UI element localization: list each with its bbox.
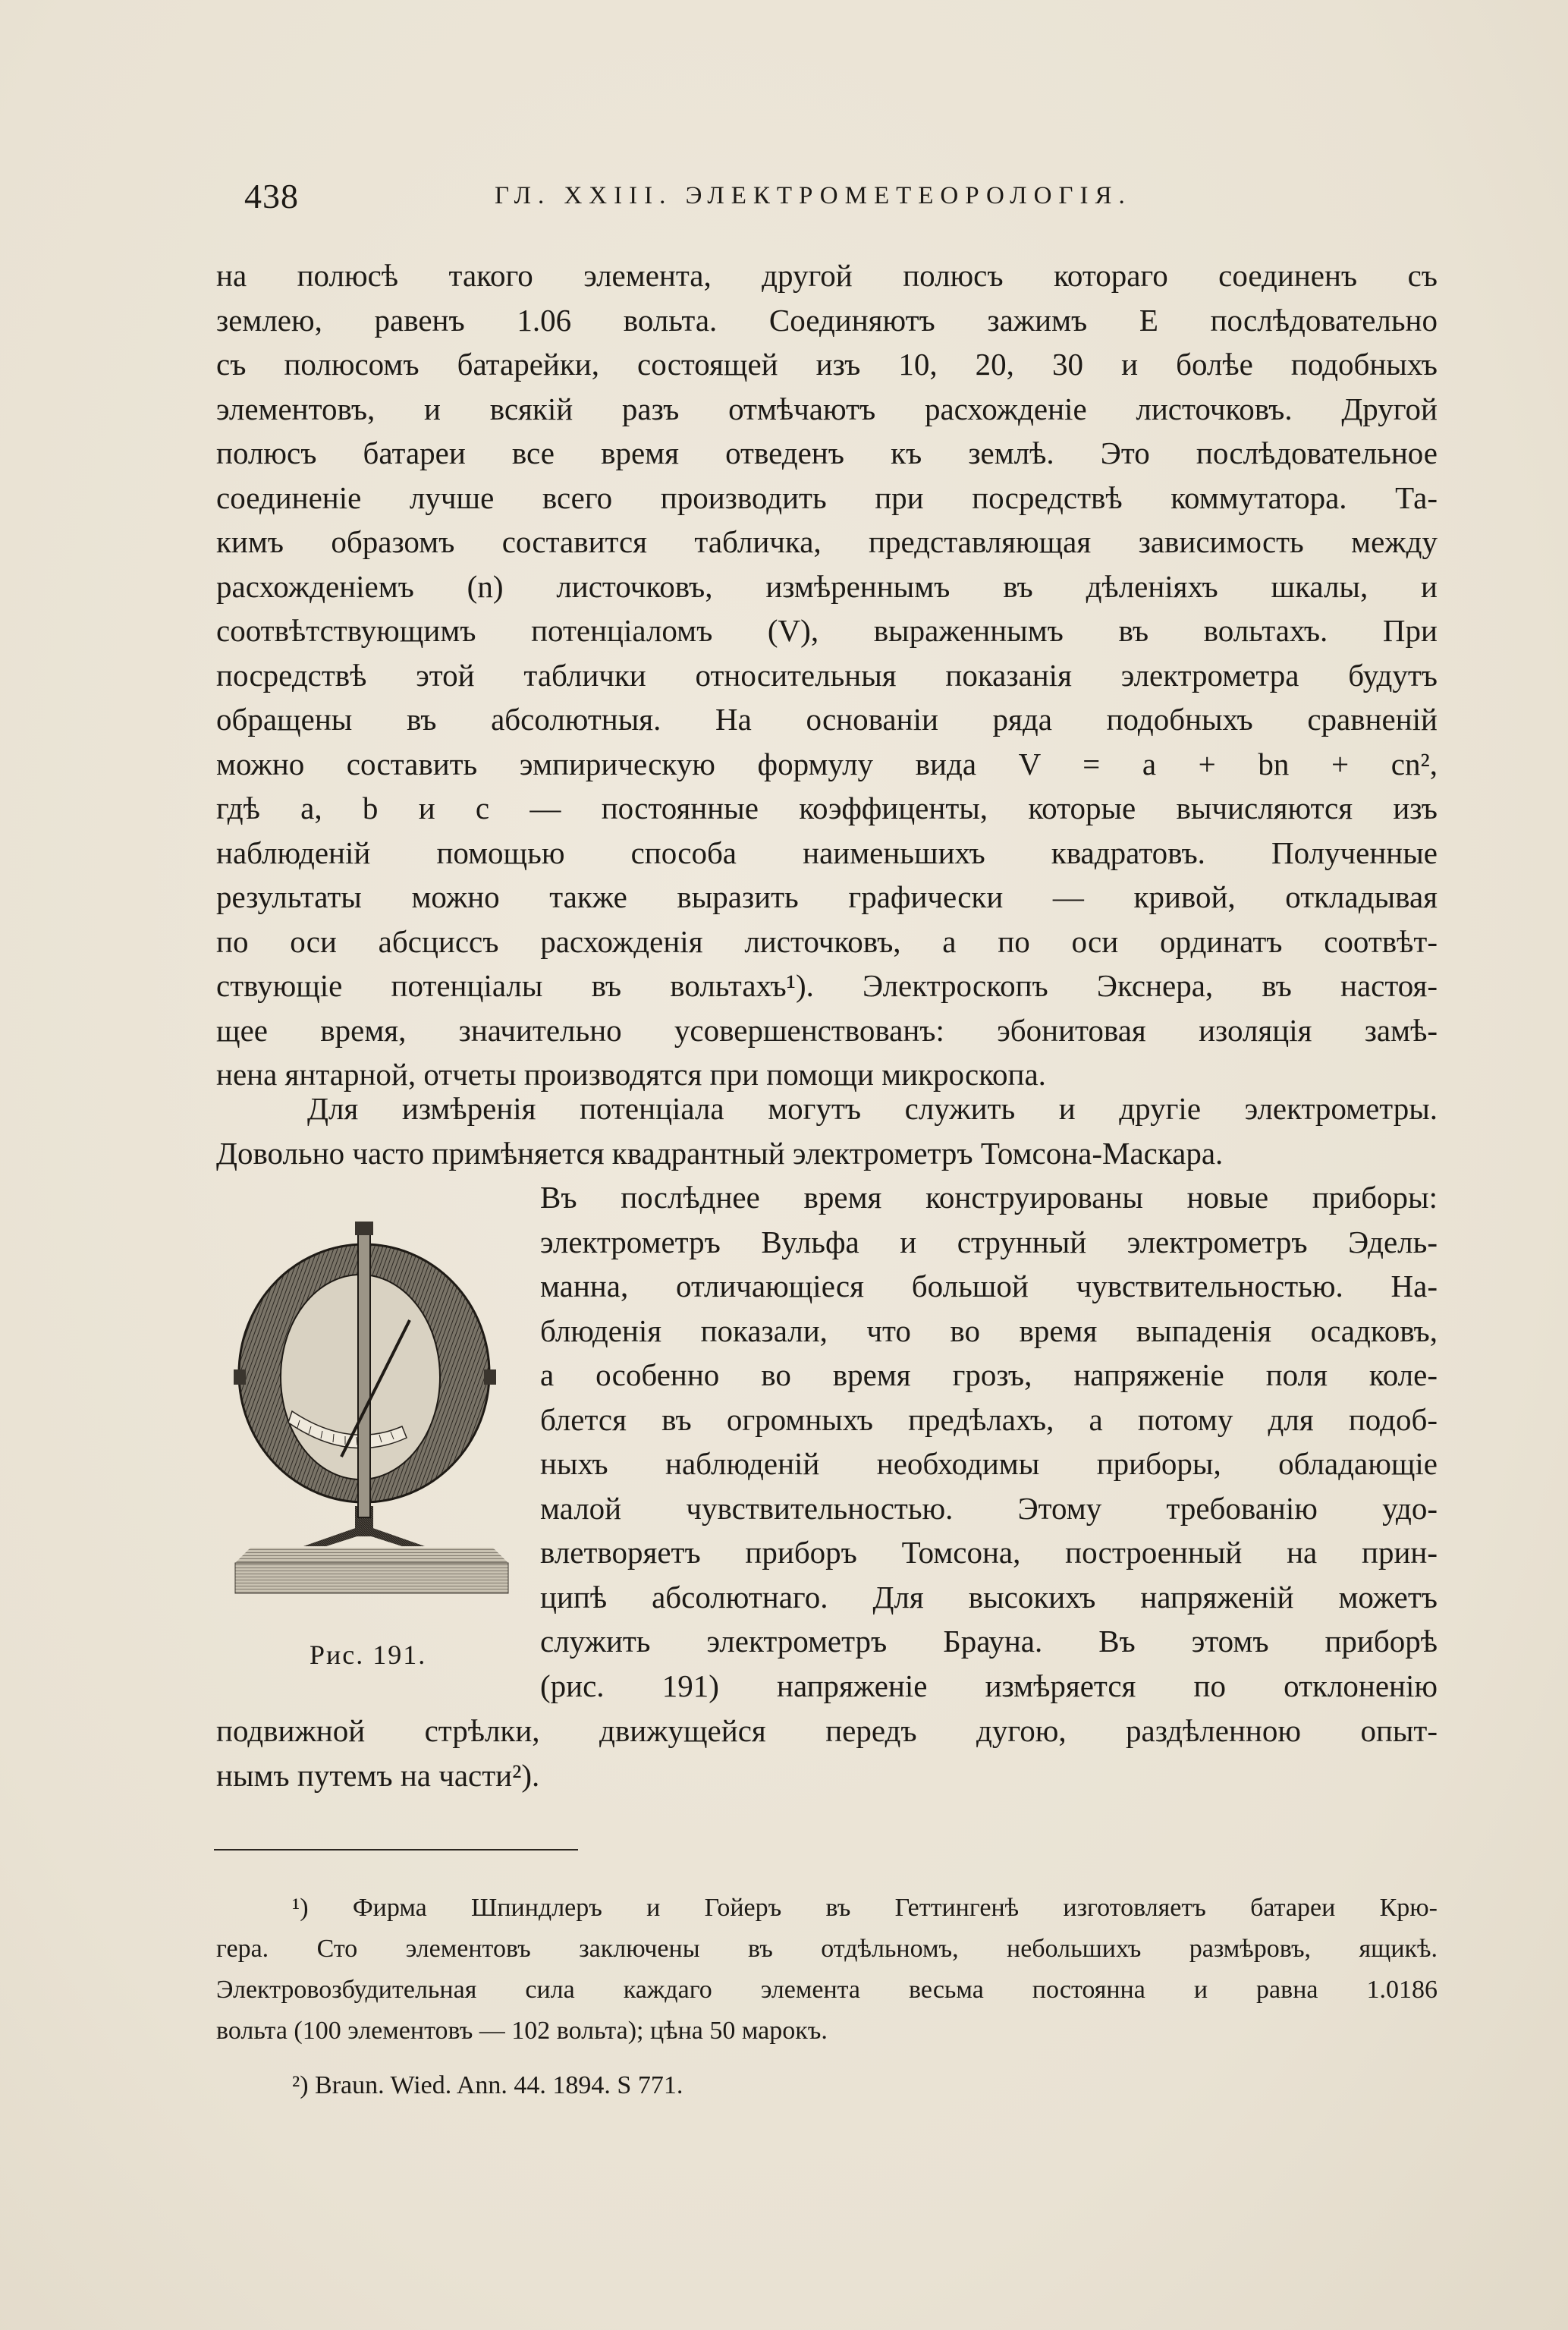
text-line: манна, отличающіеся большой чувствительностью. На- [540, 1269, 1438, 1303]
footnote-1 [216, 1888, 1438, 2052]
footnotes [216, 1888, 1438, 2106]
text-line: ныхъ наблюденій необходимы приборы, обладающіе [540, 1446, 1438, 1481]
text-line: блется въ огромныхъ предѣлахъ, а потому для подоб- [540, 1401, 1438, 1437]
text-line: результаты можно также выразить графически — кривой, откладывая [216, 879, 1438, 914]
text-line: соединеніе лучше всего производить при посредствѣ коммутатора. Та- [216, 480, 1438, 515]
text-line: а особенно во время грозъ, напряженіе поля коле- [540, 1357, 1438, 1392]
text-line: Довольно часто примѣняется квадрантный электрометръ Томсона-Маскара. [216, 1135, 1224, 1171]
footnote-line: вольта (100 элементовъ — 102 вольта); цѣна 50 марокъ. [216, 2017, 828, 2045]
text-line: на полюсѣ такого элемента, другой полюсъ котораго соединенъ съ [216, 258, 1438, 293]
running-head: ГЛ. XXIII. ЭЛЕКТРОМЕТЕОРОЛОГІЯ. [495, 182, 1132, 209]
footnote-rule [214, 1849, 578, 1850]
text-line: обращены въ абсолютныя. На основаніи ряда подобныхъ сравненій [216, 702, 1438, 737]
text-line: Въ послѣднее время конструированы новые приборы: [540, 1180, 1438, 1215]
text-line: служить электрометръ Брауна. Въ этомъ приборѣ [540, 1624, 1438, 1659]
text-line: гдѣ a, b и c — постоянные коэффиценты, которые вычисляются изъ [216, 791, 1438, 825]
text-line: по оси абсциссъ расхожденія листочковъ, а по оси ординатъ соотвѣт- [216, 923, 1438, 959]
text-line: соотвѣтствующимъ потенціаломъ (V), выраженнымъ въ вольтахъ. При [216, 613, 1438, 648]
figure-braun-electrometer [228, 1206, 516, 1616]
text-line: подвижной стрѣлки, движущейся передъ дугою, раздѣленною опыт- [216, 1713, 1438, 1748]
text-line: влетворяетъ приборъ Томсона, построенный на прин- [540, 1535, 1438, 1570]
text-line: (рис. 191) напряженіе измѣряется по отклоненію [540, 1668, 1438, 1703]
paragraph-3-wrapped [540, 1175, 1438, 1708]
footnote-2: ²) Braun. Wied. Ann. 44. 1894. S 771. [292, 2071, 683, 2099]
text-line: ствующіе потенціалы въ вольтахъ¹). Электроскопъ Экснера, въ настоя- [216, 968, 1438, 1003]
paragraph-1 [216, 253, 1438, 1097]
text-line: блюденія показали, что во время выпаденія осадковъ, [540, 1313, 1438, 1348]
page-number: 438 [244, 177, 299, 215]
figure-caption: Рис. 191. [310, 1640, 427, 1670]
paragraph-2 [216, 1086, 1438, 1175]
text-line: съ полюсомъ батарейки, состоящей изъ 10, 20, 30 и болѣе подобныхъ [216, 347, 1438, 382]
text-line: полюсъ батареи все время отведенъ къ землѣ. Это послѣдовательное [216, 435, 1438, 470]
paragraph-3-continued [216, 1709, 1438, 1797]
page-header [214, 176, 1443, 229]
footnote-line: гера. Сто элементовъ заключены въ отдѣльномъ, небольшихъ размѣровъ, ящикѣ. [216, 1935, 1438, 1963]
text-line: ципѣ абсолютнаго. Для высокихъ напряженій можетъ [540, 1579, 1438, 1615]
text-line: расхожденіемъ (n) листочковъ, измѣреннымъ въ дѣленіяхъ шкалы, и [216, 568, 1438, 604]
text-line: щее время, значительно усовершенствованъ: эбонитовая изоляція замѣ- [216, 1012, 1438, 1048]
text-line: землею, равенъ 1.06 вольта. Соединяютъ зажимъ E послѣдовательно [216, 302, 1438, 338]
text-line: электрометръ Вульфа и струнный электрометръ Эдель- [540, 1224, 1438, 1259]
text-line: нымъ путемъ на части²). [216, 1757, 540, 1793]
text-line: элементовъ, и всякій разъ отмѣчаютъ расхожденіе листочковъ. Другой [216, 391, 1438, 426]
text-line: посредствѣ этой таблички относительныя показанія электрометра будутъ [216, 657, 1438, 693]
footnote-line: Электровозбудительная сила каждаго элемента весьма постоянна и равна 1.0186 [216, 1976, 1438, 2004]
text-line: можно составить эмпирическую формулу вида V = a + bn + cn², [216, 746, 1438, 781]
text-line: кимъ образомъ составится табличка, представляющая зависимость между [216, 524, 1438, 559]
text-line: Для измѣренія потенціала могутъ служить и другіе электрометры. [307, 1091, 1438, 1126]
footnote-line: ¹) Фирма Шпиндлеръ и Гойеръ въ Геттингенѣ изготовляетъ батареи Крю- [292, 1894, 1438, 1922]
text-line: малой чувствительностью. Этому требованію удо- [540, 1490, 1438, 1526]
text-line: нена янтарной, отчеты производятся при помощи микроскопа. [216, 1057, 1046, 1092]
text-line: наблюденій помощью способа наименьшихъ квадратовъ. Полученные [216, 835, 1438, 870]
